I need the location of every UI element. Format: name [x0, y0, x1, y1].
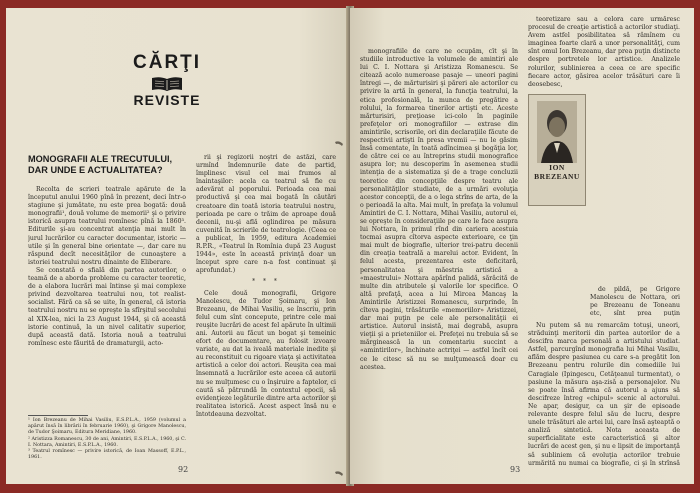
paragraph: de pildă, pe Grigore Manolescu de Nottara, ori pe Brezeanu de Toneanu etc, sînt prea puţin: [590, 286, 680, 316]
right-page: [350, 8, 694, 484]
paragraph: Recolta de scrieri teatrale apărute de la începutul anului 1960 pînă în prezent, deci într-o stagiune şi jumătate, nu este prea bogată: două monografii¹, două volume de memorii² şi o privire istorică asupra teatrului romînesc pînă la 1860³. Editurile şi-au concentrat atenţia mai mult în jurul lucrărilor cu caracter documentar, istoric — utile şi în general bine orientate —, dar care nu răspund decît necesităţilor de cunoaştere a istoriei teatrului nostru dinainte de Eliberare.: [28, 186, 186, 266]
paragraph: teoretizare sau a celora care urmăresc procesul de creaţie artistică a actorilor studiaţi. Avem astfel posibilitatea să rămînem cu imaginea foarte clară a unor personalităţi, cum sînt omul Ion Brezeanu, dar prea puţin distincte despre portretele lor artistice. Analizele rolurilor, sublinierea a ceea ce are specific fiecare actor, găsirea acelor trăsături care îi deosebesc,: [528, 16, 680, 88]
logo-line2: REVISTE: [133, 92, 201, 108]
right-column-2-mid: [590, 286, 680, 316]
left-column-2: [196, 154, 336, 468]
photo-caption: ION BREZEANU: [534, 163, 580, 181]
separator: * * *: [252, 278, 280, 286]
left-column-1: [28, 186, 186, 418]
page-number-left: 92: [178, 465, 189, 474]
binding-staple-icon: [334, 140, 344, 152]
footnote: ¹ Ion Brezeanu de Mihai Vasiliu, E.S.P.L.A., 1959 (volumul a apărut însă în librării în februarie 1960), şi Grigore Manolescu, de Tudor Şoimaru, Editura Meridiane, 1960.: [28, 418, 186, 436]
portrait-image: [529, 95, 585, 205]
logo-line1: CĂRŢI: [133, 52, 202, 73]
footnote: ² Aristizza Romanescu, 30 de ani, Amintiri, E.S.P.L.A., 1960, şi C. I. Nottara, Amintiri, E.S.P.L.A., 1960.: [28, 436, 186, 448]
open-book-icon: [151, 76, 183, 92]
left-page: [6, 8, 350, 484]
footnotes: [28, 412, 186, 468]
article-title: MONOGRAFII ALE TRECUTULUI, DAR UNDE E ACTUALITATEA?: [28, 154, 173, 175]
paragraph: Nu putem să nu remarcăm totuşi, uneori, străduinţi meritorii din partea autorilor de a descifra marca personală a artistului studiat. Astfel, parcurgînd monografia lui Mihai Vasiliu, aflăm despre pasiunea cu care s-a pregătit Ion Brezeanu pentru rolurile din comediile lui Caragiale (Ipingescu, Cetăţeanul turmentat), o pasiune la măsura aşa-zisă a personajelor. Nu se poate însă afirma că autorul a ajuns să descifreze întreg «chipul» scenic al actorului. Ne apar, desigur, ca un şir de episoade relevante despre felul său de lucru, despre unele trăsături ale artei lui, care însă aşteaptă o analiză sintetică. Nota aceasta de superficialitate este caracteristică şi altor lucrări de acest gen, şi nu e lipsit de importanţă să subliniem că evoluţia actorilor trebuie urmărită nu numai ca biografie, ci şi în strînsă: [528, 322, 680, 467]
binding-staple-icon: [334, 470, 344, 482]
footnote: ³ Teatrul romînesc — privire istorică, de Ioan Massoff, E.P.L., 1961.: [28, 449, 186, 461]
paragraph: Cele două monografii, Grigore Manolescu, de Tudor Şoimaru, şi Ion Brezeanu, de Mihai Vasiliu, se înscriu, prin felul cum sînt concepute, printre cele mai reuşite lucrări de acest fel apărute în ultimii ani. Autorii au făcut un bogat şi temeinic efort de documentare, au folosit izvoare variate, au dat la iveală materiale inedite şi au reconstituit cu rigoare viaţa şi activitatea artistică a celor doi actori. Reuşita cea mai însemnată a lucrărilor este aceea că autorii nu se mulţumesc cu o înşiruire a faptelor, ci caută să pătrundă în contextul epocii, să evidenţieze legăturile dintre arta actorilor şi realitatea istorică. Acest aspect însă nu e întotdeauna dezvoltat.: [196, 289, 336, 418]
paragraph: rii şi regizorii noştri de astăzi, care urmînd îndemnurile date de partid, împlinesc visul cel mai frumos al înaintaşilor: acela ca teatrul să fie cu adevărat al poporului. Perioada cea mai productivă şi cea mai bogată în căutări creatoare din toată istoria teatrului nostru, perioada pe care o trăim de aproape două decenii, nu-şi află oglindirea pe măsura cuvenită în scrierile de teatrologie. (Ceea ce a publicat, în 1959, editura Academiei R.P.R., «Teatrul în Romînia după 23 August 1944», este în această privinţă doar un început spre care n-a fost continuat şi aprofundat.): [196, 154, 336, 275]
footnote-rule: [28, 415, 88, 416]
section-logo: [133, 52, 201, 114]
right-column-1: [360, 48, 518, 468]
page-number-right: 93: [510, 465, 521, 474]
right-column-2-top: [528, 16, 680, 88]
paragraph: monografiile de care ne ocupăm, cît şi în studiile introductive la volumele de amintiri ale lui C. I. Nottara şi Aristizza Romanescu. Se citează acolo numeroase pasaje — uneori pagini întregi —, de mărturisiri şi păreri ale actorilor cu privire la artă în general, la funcţia teatrului, la etica profesională, la munca de pregătire a rolului, la formarea tinerilor artişti etc. Aceste mărturisiri, preţioase ici-colo în paginile prefeţelor ori monografiilor — extrase din amintirile, scrisorile, ori din declaraţiile făcute de respectivii artişti în presa vremii — nu le găsim însă comentate, în toată adîncimea şi bogăţia lor, de către cei ce au întreprins studii monografice asupra lor; nu descoperim în asemenea studii intenţia de a sistematiza şi de a trage concluzii teoretice din concepţiile despre teatru ale personalităţilor studiate, de a urmări evoluţia acestor concepţii, de a o lega strîns de arta, de la o perioadă la alta. Mai mult, în prefaţa la volumul Amintiri de C. I. Nottara, Mihai Vasiliu, autorul ei, se opreşte în consideraţiile pe care le face asupra lui Nottara, în primul rînd din cariera acestuia tocmai asupra cîtorva aspecte exterioare, ce ţin mai mult de biografie, ulterior trei-patru decenii din creaţia teatrală a marelui actor. Evident, în felul acesta, prezentarea este deficitară, personalitatea şi măestria artistică a «maestrului» Nottara apărînd palidă, sărăcită de multe din atributele şi valorile lor specifice. O altă prefaţă, acea a lui Mircea Mancaş la Amintirile Aristizzei Romanescu, surprinde, în cîteva pagini, trăsăturile «memoriilor» Aristizzei, dar mai puţin pe cele ale personalităţii ei artistice. Autorul insistă, mai degrabă, asupra vieţii şi a prieteniilor ei. Prefeţei nu trebuia să se mărginească la un comentariu succint a «amintirilor», închinate actriţei — astfel încît cei ce le citesc să nu se mulţumească doar cu acestea.: [360, 48, 518, 371]
right-column-2-bottom: [528, 322, 680, 468]
paragraph: Se constată o sfială din partea autorilor, o teamă de a aborda probleme cu caracter teoretic, de a elabora lucrări mai întinse şi mai complexe privind dezvoltarea teatrului nou, tot realist-socialist. Fără ca să se uite, în general, că istoria teatrului nostru nu se opreşte la sfîrşitul secolului al XIX-lea, nici la 23 August 1944, şi că această istorie continuă, la un nivel calitativ superior, după această dată. Istoria nouă a teatrului romînesc este făurită de dramaturgii, acto-: [28, 266, 186, 347]
portrait-photo: [528, 94, 586, 206]
